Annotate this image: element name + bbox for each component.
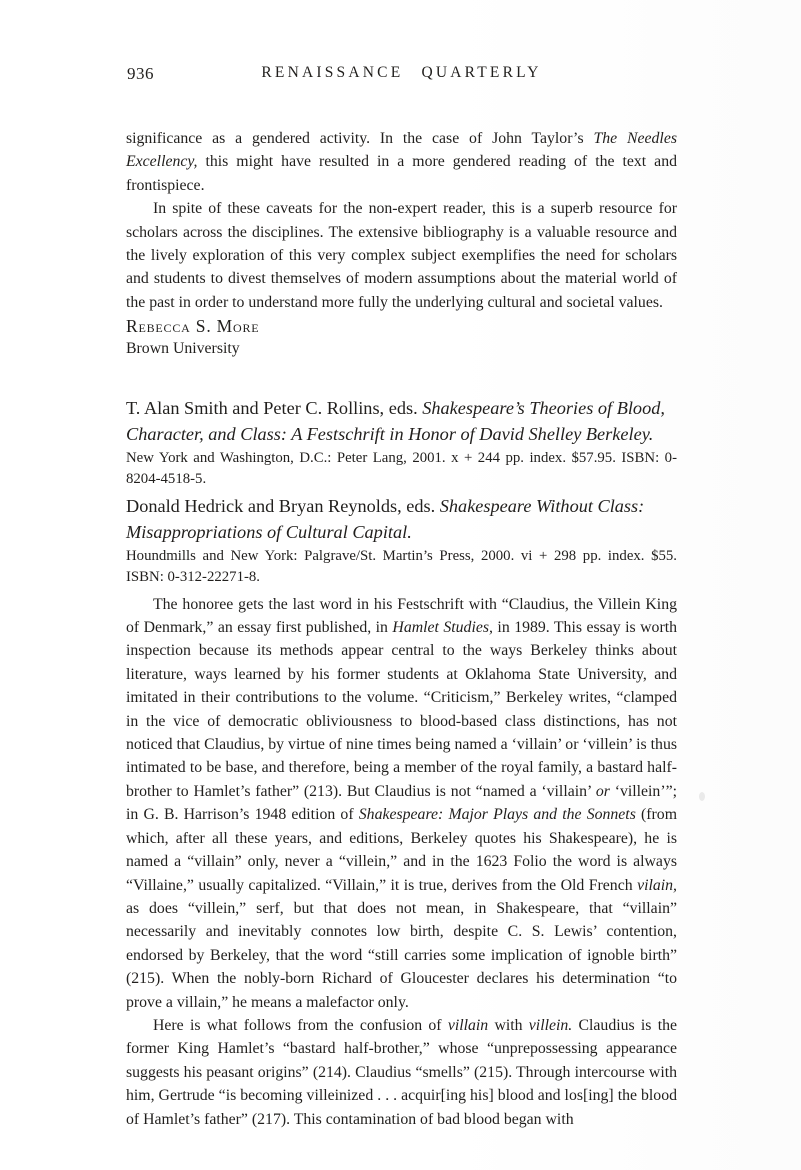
book-citation-1: T. Alan Smith and Peter C. Rollins, eds. Shakespeare’s Theories of Blood, Character, and Class: A Festschrift in Honor of David Shelley Berkeley. (126, 398, 665, 444)
reviewer-affiliation: Brown University (126, 340, 240, 358)
paragraph-review-conclusion: In spite of these caveats for the non-expert reader, this is a superb resource for scholars across the disciplines. The extensive bibliography is a valuable resource and the lively exploration of this very complex subject exemplifies the need for scholars and students to divest themselves of modern assumptions about the material world of the past in order to understand more fully the underlying cultural and societal values. (126, 200, 677, 311)
text-column (126, 127, 677, 1131)
book-citation-2: Donald Hedrick and Bryan Reynolds, eds. Shakespeare Without Class: Misappropriations of Cultural Capital. (126, 496, 645, 542)
page-number: 936 (127, 64, 154, 83)
paragraph-review-continuation: significance as a gendered activity. In the case of John Taylor’s The Needles Excellency, this might have resulted in a more gendered reading of the text and frontispiece. (126, 130, 677, 194)
previous-review-conclusion (126, 127, 677, 360)
reviewer-name: Rebecca S. More (126, 316, 260, 337)
paragraph-review-body-1: The honoree gets the last word in his Festschrift with “Claudius, the Villein King of Denmark,” an essay first published, in Hamlet Studies, in 1989. This essay is worth inspection because its methods appear central to the ways Berkeley thinks about literature, ways learned by his former students at Oklahoma State University, and imitated in their contributions to the volume. “Criticism,” Berkeley writes, “clamped in the vice of democratic obliviousness to blood-based class distinctions, has not noticed that Claudius, by virtue of nine times being named a ‘villain’ or ‘villein’ is thus intimated to be base, and therefore, being a member of the royal family, a bastard half-brother to Hamlet’s father” (213). But Claudius is not “named a ‘villain’ or ‘villein’”; in G. B. Harrison’s 1948 edition of Shakespeare: Major Plays and the Sonnets (from which, after all these years, and editions, Berkeley quotes his Shakespeare), he is named a “villain” only, never a “villein,” and in the 1623 Folio the word is always “Villaine,” usually capitalized. “Villain,” it is true, derives from the Old French vilain, as does “villein,” serf, but that does not mean, in Shakespeare, that “villain” necessarily and inevitably connotes low birth, despite C. S. Lewis’ contention, endorsed by Berkeley, that the word “still carries some implication of ignoble birth” (215). When the nobly-born Richard of Gloucester declares his determination “to prove a villain,” he means a malefactor only. (126, 595, 678, 1011)
book-publication-info-2: Houndmills and New York: Palgrave/St. Martin’s Press, 2000. vi + 298 pp. index. $55. ISBN: 0-312-22271-8. (126, 548, 677, 586)
journal-title: RENAISSANCE QUARTERLY (261, 64, 542, 81)
reviewed-books-citations (126, 396, 677, 587)
page-header (126, 64, 677, 86)
review-body (126, 593, 677, 1131)
book-publication-info-1: New York and Washington, D.C.: Peter Lang, 2001. x + 244 pp. index. $57.95. ISBN: 0-8204-4518-5. (126, 450, 677, 487)
paragraph-review-body-2: Here is what follows from the confusion of villain with villein. Claudius is the former King Hamlet’s “bastard half-brother,” whose “unprepossessing appearance suggests his peasant origins” (214). Claudius “smells” (215). Through intercourse with him, Gertrude “is becoming villeinized . . . acquir[ing his] blood and los[ing] the blood of Hamlet’s father” (217). This contamination of bad blood began with (126, 1016, 677, 1128)
scan-artifact (699, 792, 705, 801)
